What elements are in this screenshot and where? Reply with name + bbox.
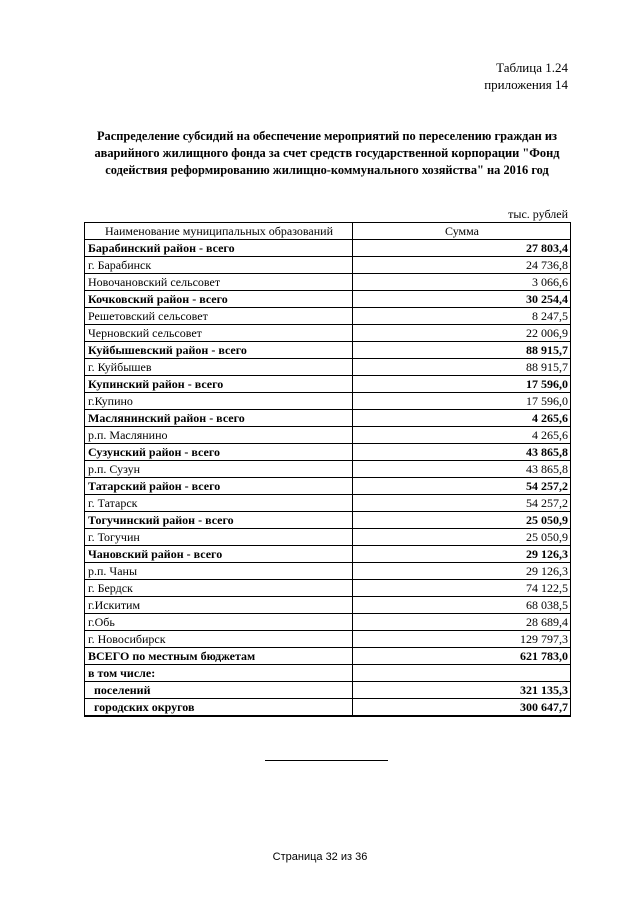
table-row [85,631,571,648]
table-row [85,682,571,699]
row-name: г. Татарск [85,495,353,512]
row-amount: 25 050,9 [353,512,571,529]
row-amount: 43 865,8 [353,461,571,478]
row-name: г.Купино [85,393,353,410]
row-name: г. Бердск [85,580,353,597]
row-amount: 300 647,7 [353,699,571,717]
row-amount: 54 257,2 [353,495,571,512]
row-name: г. Барабинск [85,257,353,274]
table-body [85,240,571,717]
table-row [85,342,571,359]
table-row [85,308,571,325]
row-name: Барабинский район - всего [85,240,353,257]
row-name: Решетовский сельсовет [85,308,353,325]
row-name: Тогучинский район - всего [85,512,353,529]
row-amount: 68 038,5 [353,597,571,614]
row-name: г. Тогучин [85,529,353,546]
row-name: Маслянинский район - всего [85,410,353,427]
column-header-name: Наименование муниципальных образований [85,223,353,240]
table-row [85,393,571,410]
row-name: Новочановский сельсовет [85,274,353,291]
table-row [85,325,571,342]
row-amount: 25 050,9 [353,529,571,546]
table-row [85,648,571,665]
row-amount: 54 257,2 [353,478,571,495]
table-row [85,257,571,274]
table-row [85,240,571,257]
subsidy-table [84,222,571,717]
table-row [85,597,571,614]
document-title: Распределение субсидий на обеспечение мероприятий по переселению граждан из аварийного жилищного фонда за счет средств государственной корпорации "Фонд содействия реформированию жилищно-коммунального хозяйства" на 2016 год [94,129,560,177]
table-row [85,563,571,580]
row-amount: 29 126,3 [353,563,571,580]
table-row [85,359,571,376]
row-amount: 4 265,6 [353,410,571,427]
table-row [85,580,571,597]
column-header-amount: Сумма [353,223,571,240]
row-name: в том числе: [85,665,353,682]
row-amount: 43 865,8 [353,444,571,461]
row-amount: 27 803,4 [353,240,571,257]
table-row [85,444,571,461]
row-name: Куйбышевский район - всего [85,342,353,359]
table-row [85,665,571,682]
table-row [85,427,571,444]
row-name: г. Куйбышев [85,359,353,376]
table-row [85,614,571,631]
row-amount: 28 689,4 [353,614,571,631]
page-number: Страница 32 из 36 [272,851,368,863]
table-row [85,376,571,393]
table-row [85,461,571,478]
row-name: Кочковский район - всего [85,291,353,308]
row-amount: 4 265,6 [353,427,571,444]
table-header-row [85,223,571,240]
units-label: тыс. рублей [508,207,568,221]
row-name: Купинский район - всего [85,376,353,393]
table-row [85,546,571,563]
row-amount: 29 126,3 [353,546,571,563]
row-amount: 22 006,9 [353,325,571,342]
row-amount: 30 254,4 [353,291,571,308]
row-name: поселений [85,682,353,699]
row-amount: 3 066,6 [353,274,571,291]
table-row [85,512,571,529]
table-row [85,291,571,308]
row-amount: 17 596,0 [353,393,571,410]
table-reference [484,59,568,93]
row-name: Чановский район - всего [85,546,353,563]
table-row [85,529,571,546]
row-amount: 17 596,0 [353,376,571,393]
row-amount [353,665,571,682]
row-amount: 8 247,5 [353,308,571,325]
table-row [85,699,571,717]
row-amount: 88 915,7 [353,342,571,359]
table-row [85,478,571,495]
row-name: г.Обь [85,614,353,631]
table-row [85,274,571,291]
row-amount: 321 135,3 [353,682,571,699]
row-amount: 74 122,5 [353,580,571,597]
row-name: Сузунский район - всего [85,444,353,461]
annex-reference: приложения 14 [484,77,568,92]
row-name: Татарский район - всего [85,478,353,495]
row-name: г.Искитим [85,597,353,614]
row-name: г. Новосибирск [85,631,353,648]
row-name: р.п. Чаны [85,563,353,580]
row-name: р.п. Маслянино [85,427,353,444]
table-row [85,410,571,427]
separator-line [265,760,388,761]
row-amount: 24 736,8 [353,257,571,274]
table-number: Таблица 1.24 [496,60,568,75]
row-name: городских округов [85,699,353,717]
row-name: р.п. Сузун [85,461,353,478]
row-name: ВСЕГО по местным бюджетам [85,648,353,665]
table-row [85,495,571,512]
row-amount: 129 797,3 [353,631,571,648]
row-amount: 621 783,0 [353,648,571,665]
row-name: Черновский сельсовет [85,325,353,342]
row-amount: 88 915,7 [353,359,571,376]
